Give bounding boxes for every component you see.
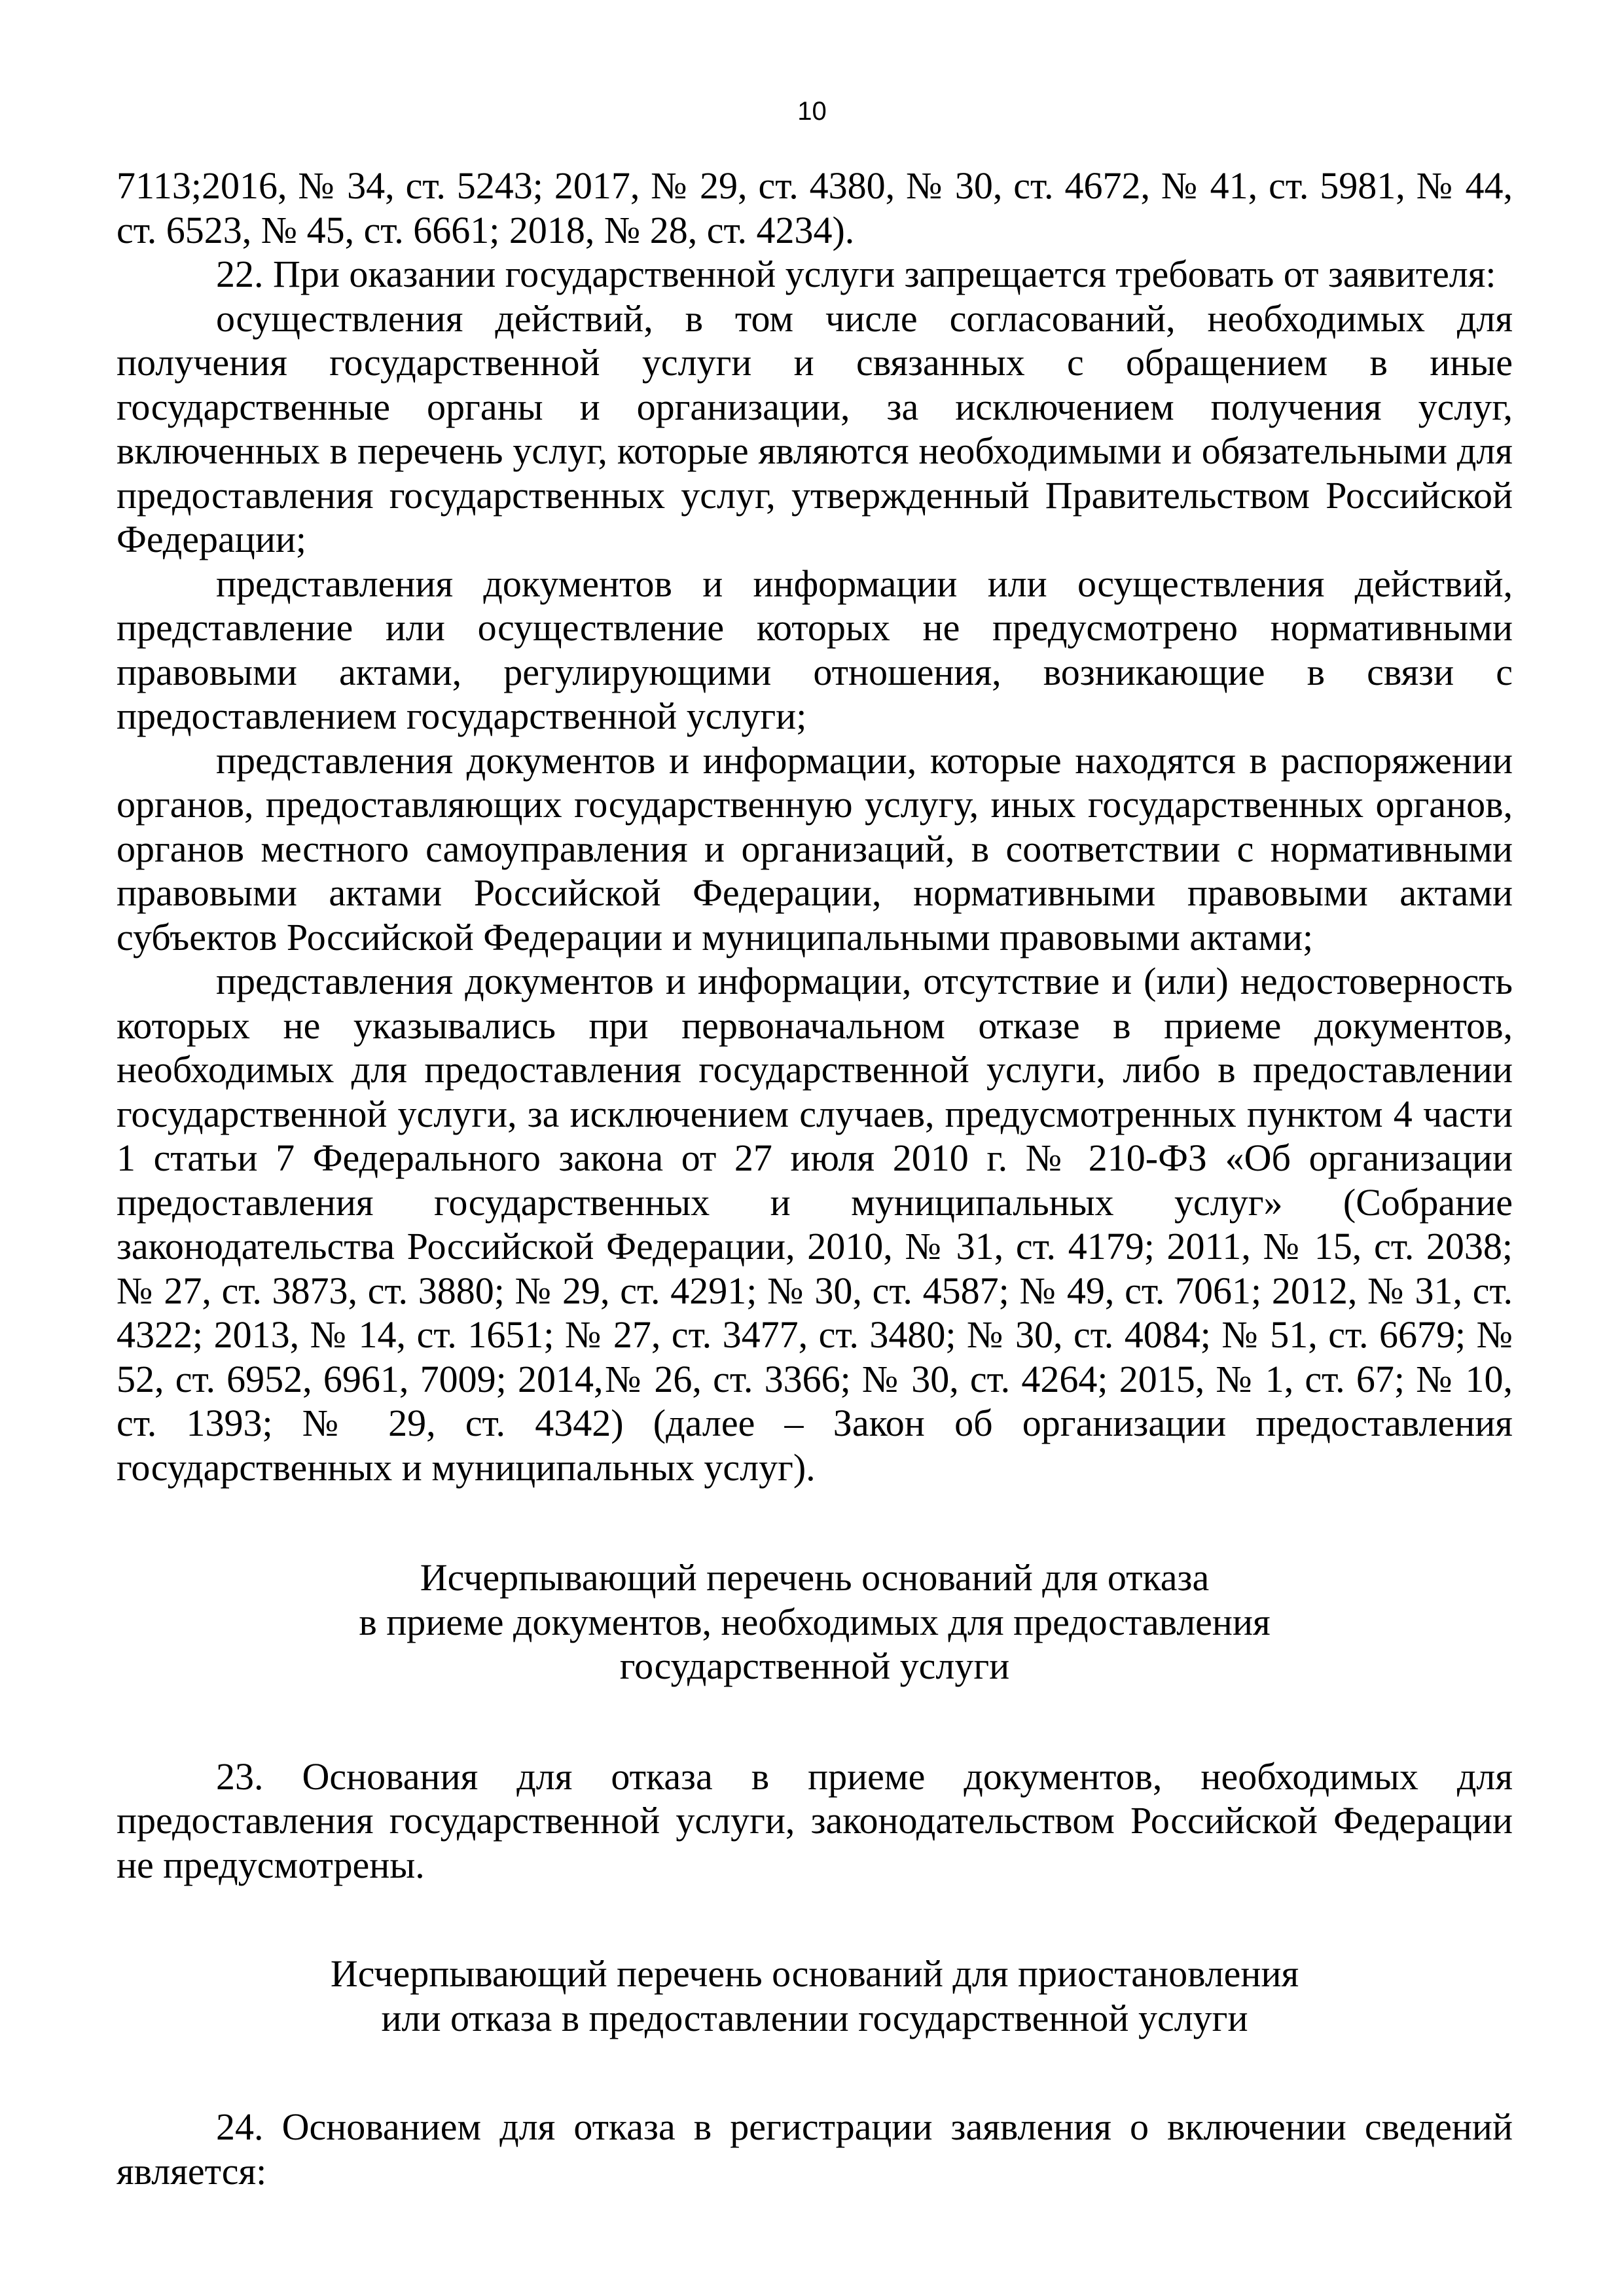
paragraph-22-item-3: представления документов и информации, которые находятся в распоряжении органов, предоставляющих государственную услугу, иных государственных органов, органов местного самоуправления и организаций, в соответствии с нормативными правовыми актами Российской Федерации, нормативными правовыми актами субъектов Российской Федерации и муниципальными правовыми актами; [117, 738, 1513, 958]
heading-line: в приеме документов, необходимых для предоставления [359, 1600, 1271, 1643]
paragraph-22-item-2: представления документов и информации или осуществления действий, представление или осуществление которых не предусмотрено нормативными правовыми актами, регулирующими отношения, возникающие в связи с предоставлением государственной услуги; [117, 562, 1513, 737]
paragraph-22: 22. При оказании государственной услуги запрещается требовать от заявителя: [216, 253, 1496, 295]
paragraph-22-item-4: представления документов и информации, отсутствие и (или) недостоверность которых не указывались при первоначальном отказе в приеме документов, необходимых для предоставления государственной услуги, либо в предоставлении государственной услуги, за исключением случаев, предусмотренных пунктом 4 части 1 статьи 7 Федерального закона от 27 июля 2010 г. № 210-ФЗ «Об организации предоставления государственных и муниципальных услуг» (Собрание законодательства Российской Федерации, 2010, № 31, ст. 4179; 2011, № 15, ст. 2038; № 27, ст. 3873, ст. 3880; № 29, ст. 4291; № 30, ст. 4587; № 49, ст. 7061; 2012, № 31, ст. 4322; 2013, № 14, ст. 1651; № 27, ст. 3477, ст. 3480; № 30, ст. 4084; № 51, ст. 6679; № 52, ст. 6952, 6961, 7009; 2014,№ 26, ст. 3366; № 30, ст. 4264; 2015, № 1, ст. 67; № 10, ст. 1393; № 29, ст. 4342) (далее – Закон об организации предоставления государственных и муниципальных услуг). [117, 960, 1513, 1489]
paragraph-23: 23. Основания для отказа в приеме документов, необходимых для предоставления государственной услуги, законодательством Российской Федерации не предусмотрены. [117, 1755, 1513, 1886]
heading-line: или отказа в предоставлении государственной услуги [381, 1996, 1248, 2039]
section-heading-suspension-refusal [117, 1952, 1513, 2040]
paragraph-24: 24. Основанием для отказа в регистрации заявления о включении сведений является: [117, 2105, 1513, 2193]
section-heading-refusal-reception [117, 1556, 1513, 1688]
heading-line: Исчерпывающий перечень оснований для приостановления [330, 1952, 1299, 1995]
document-body [117, 164, 1513, 2193]
paragraph-22-item-1: осуществления действий, в том числе согласований, необходимых для получения государственной услуги и связанных с обращением в иные государственные органы и организации, за исключением получения услуг, включенных в перечень услуг, которые являются необходимыми и обязательными для предоставления государственных услуг, утвержденный Правительством Российской Федерации; [117, 297, 1513, 560]
heading-line: Исчерпывающий перечень оснований для отказа [420, 1556, 1210, 1599]
heading-line: государственной услуги [619, 1645, 1010, 1687]
page-number: 10 [797, 97, 827, 126]
paragraph-intro-citation: 7113;2016, № 34, ст. 5243; 2017, № 29, ст. 4380, № 30, ст. 4672, № 41, ст. 5981, № 44, ст. 6523, № 45, ст. 6661; 2018, № 28, ст. 4234). [117, 164, 1513, 251]
